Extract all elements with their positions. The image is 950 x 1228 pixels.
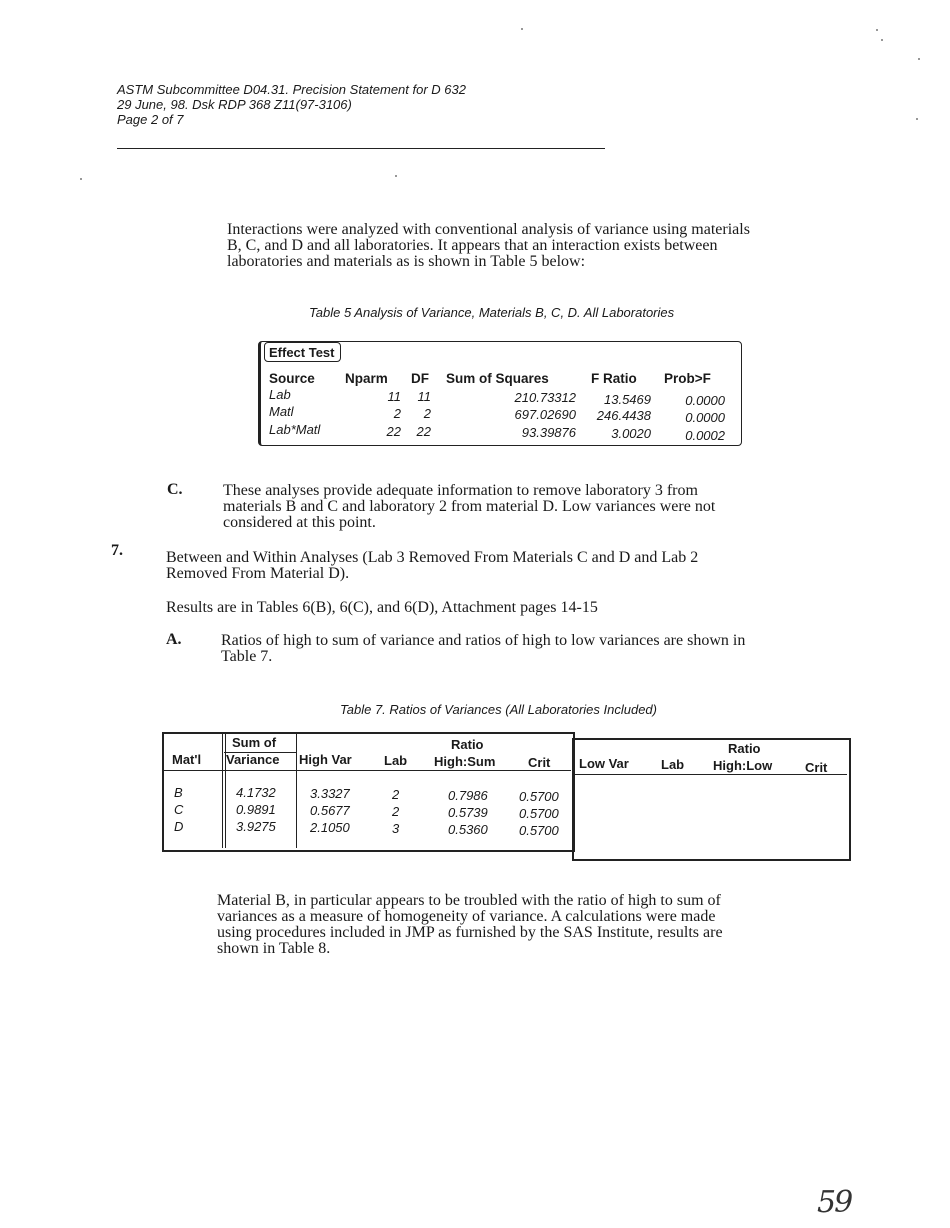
t7-row2-ratio: 0.5739 xyxy=(448,805,488,820)
t5-row2-df: 2 xyxy=(423,406,431,421)
t7-row2-lab: 2 xyxy=(392,804,400,819)
section-a-line-2: Table 7. xyxy=(221,648,273,665)
t7-row1-lab: 2 xyxy=(392,787,400,802)
t5-row1-source: Lab xyxy=(269,387,291,402)
t7-row3-crit: 0.5700 xyxy=(519,823,559,838)
t5-header-sum-of-squares: Sum of Squares xyxy=(446,371,549,386)
t7-row2-crit: 0.5700 xyxy=(519,806,559,821)
section-7-line-2: Removed From Material D). xyxy=(166,565,350,582)
section-7-results: Results are in Tables 6(B), 6(C), and 6(D), Attachment pages 14-15 xyxy=(166,599,598,616)
t5-row1-nparm: 11 xyxy=(387,389,401,404)
t7-header-variance: Variance xyxy=(226,752,280,767)
t7-header-sum-of: Sum of xyxy=(232,735,277,750)
scan-speck xyxy=(80,178,82,180)
t7-header-lab: Lab xyxy=(384,753,408,768)
closing-paragraph xyxy=(217,893,723,957)
table7-caption: Table 7. Ratios of Variances (All Laboratories Included) xyxy=(340,702,657,717)
scan-speck xyxy=(521,28,523,30)
t5-row1-ss: 210.73312 xyxy=(514,390,576,405)
t7-row3-matl: D xyxy=(174,819,184,834)
t7-header-crit-2: Crit xyxy=(805,760,828,775)
table5-caption: Table 5 Analysis of Variance, Materials B, C, D. All Laboratories xyxy=(309,305,675,320)
t7-header-low-var: Low Var xyxy=(579,756,629,771)
t5-row2-ss: 697.02690 xyxy=(514,407,576,422)
table7 xyxy=(162,732,849,859)
closing-line-2: variances as a measure of homogeneity of variance. A calculations were made xyxy=(217,908,716,925)
t7-row3-lab: 3 xyxy=(392,821,400,836)
t7-header-ratio-2: Ratio xyxy=(728,741,761,756)
t7-header-crit: Crit xyxy=(528,755,551,770)
intro-line-1: Interactions were analyzed with conventional analysis of variance using materials xyxy=(227,221,750,238)
document-header xyxy=(117,82,466,127)
header-line-1: ASTM Subcommittee D04.31. Precision Statement for D 632 xyxy=(117,82,466,97)
t7-header-ratio: Ratio xyxy=(451,737,484,752)
intro-line-3: laboratories and materials as is shown in Table 5 below: xyxy=(227,253,586,270)
section-c-line-3: considered at this point. xyxy=(223,514,376,531)
t5-row2-p: 0.0000 xyxy=(685,410,725,425)
section-c-label: C. xyxy=(167,481,183,498)
t5-row3-df: 22 xyxy=(416,424,431,439)
t7-header-high-var: High Var xyxy=(299,752,352,767)
section-a-line-1: Ratios of high to sum of variance and ratios of high to low variances are shown in xyxy=(221,632,746,649)
t5-row1-df: 11 xyxy=(417,389,431,404)
t5-row1-p: 0.0000 xyxy=(685,393,725,408)
t7-row1-crit: 0.5700 xyxy=(519,789,559,804)
scan-speck xyxy=(916,118,918,120)
section-c-line-2: materials B and C and laboratory 2 from material D. Low variances were not xyxy=(223,498,716,515)
t5-row1-f: 13.5469 xyxy=(604,392,651,407)
closing-line-3: using procedures included in JMP as furnished by the SAS Institute, results are xyxy=(217,924,723,941)
t5-row2-source: Matl xyxy=(269,404,294,419)
t7-row3-high: 2.1050 xyxy=(310,820,350,835)
section-7-label: 7. xyxy=(111,542,123,559)
t7-row1-ratio: 0.7986 xyxy=(448,788,488,803)
header-line-2: 29 June, 98. Dsk RDP 368 Z11(97-3106) xyxy=(117,97,352,112)
header-rule xyxy=(117,148,605,149)
section-a-label: A. xyxy=(166,631,182,648)
closing-line-4: shown in Table 8. xyxy=(217,940,331,957)
section-a-paragraph xyxy=(221,633,745,665)
t5-header-df: DF xyxy=(411,371,429,386)
t7-row1-sum: 4.1732 xyxy=(236,785,276,800)
section-c-line-1: These analyses provide adequate information to remove laboratory 3 from xyxy=(223,482,698,499)
table5 xyxy=(258,341,742,446)
intro-line-2: B, C, and D and all laboratories. It appears that an interaction exists between xyxy=(227,237,718,254)
scan-speck xyxy=(918,58,920,60)
section-c-paragraph xyxy=(223,483,715,531)
t5-row2-nparm: 2 xyxy=(393,406,401,421)
scan-speck xyxy=(395,175,397,177)
t5-header-f-ratio: F Ratio xyxy=(591,371,637,386)
t5-row3-f: 3.0020 xyxy=(611,426,651,441)
t7-row1-matl: B xyxy=(174,785,183,800)
closing-line-1: Material B, in particular appears to be troubled with the ratio of high to sum of xyxy=(217,892,721,909)
t7-row3-sum: 3.9275 xyxy=(236,819,276,834)
t5-row2-f: 246.4438 xyxy=(596,408,651,423)
t5-row3-ss: 93.39876 xyxy=(521,425,576,440)
intro-paragraph xyxy=(227,222,750,270)
t7-row2-matl: C xyxy=(174,802,184,817)
t5-row3-source: Lab*Matl xyxy=(269,422,321,437)
t7-header-matl: Mat'l xyxy=(172,752,202,767)
t7-row2-high: 0.5677 xyxy=(310,803,350,818)
t5-header-source: Source xyxy=(269,371,315,386)
t7-sum-divider xyxy=(296,732,297,848)
t5-row3-nparm: 22 xyxy=(386,424,401,439)
t5-header-prob-f: Prob>F xyxy=(664,371,711,386)
t7-header-high-sum: High:Sum xyxy=(434,754,496,769)
t7-header-lab-2: Lab xyxy=(661,757,685,772)
section-7-paragraph xyxy=(166,550,698,582)
handwritten-page-number: 59 xyxy=(817,1185,852,1220)
scan-speck xyxy=(881,39,883,41)
t7-row3-ratio: 0.5360 xyxy=(448,822,488,837)
section-7-line-1: Between and Within Analyses (Lab 3 Removed From Materials C and D and Lab 2 xyxy=(166,549,699,566)
t5-row3-p: 0.0002 xyxy=(685,428,725,443)
t5-header-nparm: Nparm xyxy=(345,371,388,386)
header-line-3: Page 2 of 7 xyxy=(117,112,184,127)
t7-header-high-low: High:Low xyxy=(713,758,773,773)
scan-speck xyxy=(876,29,878,31)
t7-row1-high: 3.3327 xyxy=(310,786,350,801)
effect-test-tag: Effect Test xyxy=(264,342,341,362)
t7-row2-sum: 0.9891 xyxy=(236,802,276,817)
